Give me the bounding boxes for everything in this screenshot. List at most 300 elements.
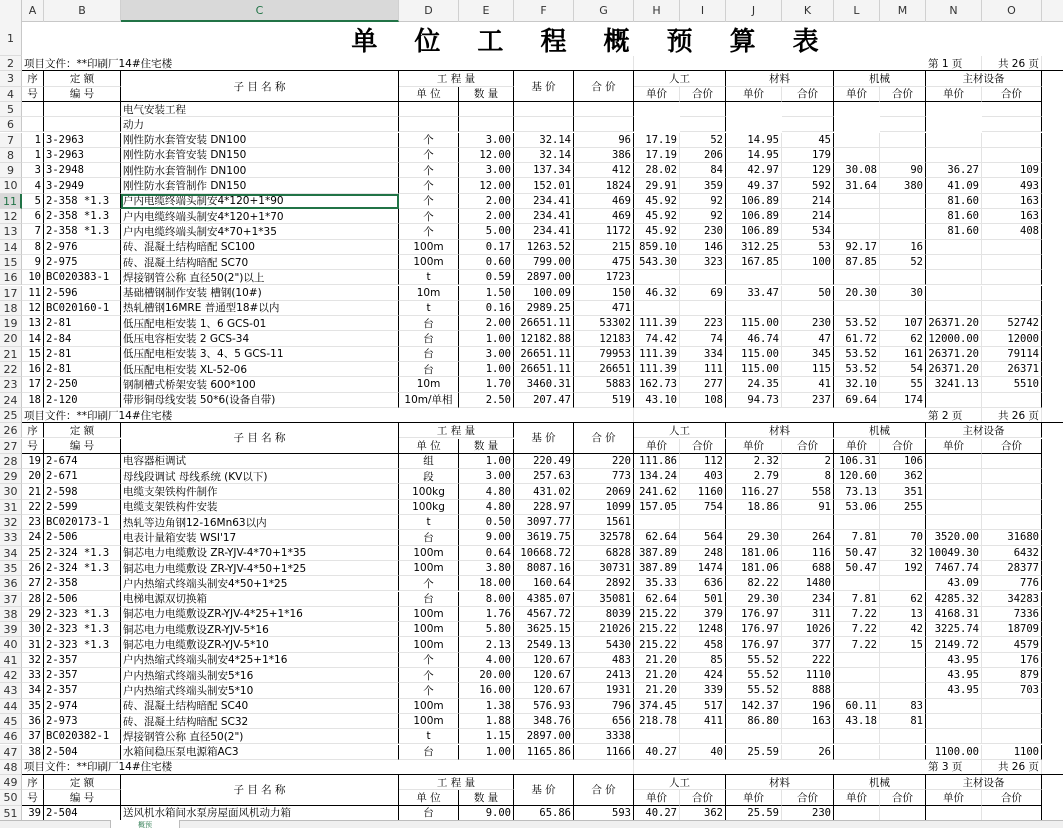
row-number[interactable]: 6 [0,117,22,132]
cell[interactable]: 248 [680,546,726,561]
cell[interactable]: 656 [574,714,634,729]
row-number[interactable]: 46 [0,729,22,744]
cell[interactable] [982,806,1042,821]
cell[interactable]: 38 [22,745,44,760]
cell[interactable]: 单价 [634,790,680,805]
cell[interactable]: 个 [399,133,459,148]
cell[interactable]: 176.97 [726,637,782,652]
cell[interactable]: 2-974 [44,699,121,714]
cell[interactable]: 257.63 [514,469,574,484]
cell[interactable]: 69 [680,286,726,301]
cell[interactable]: 1172 [574,224,634,239]
cell[interactable]: 30 [880,286,926,301]
cell[interactable]: t [399,270,459,285]
cell[interactable]: 3.00 [459,469,514,484]
column-header-n[interactable]: N [926,0,982,22]
cell[interactable]: 1.38 [459,699,514,714]
cell[interactable]: 74.42 [634,331,680,346]
cell[interactable]: 45.92 [634,209,680,224]
cell[interactable]: 数 量 [459,87,514,102]
cell[interactable] [926,240,982,255]
cell[interactable]: 30.08 [834,163,880,178]
cell[interactable]: 82.22 [726,576,782,591]
cell[interactable]: 359 [680,178,726,193]
cell[interactable]: 铜芯电力电缆敷设 ZR-YJV-4*70+1*35 [121,546,399,561]
row-number[interactable]: 35 [0,561,22,576]
cell[interactable]: 单价 [926,790,982,805]
row-number[interactable]: 38 [0,607,22,622]
cell[interactable]: 41.09 [926,178,982,193]
cell[interactable]: 11 [22,286,44,301]
cell[interactable]: 2-599 [44,500,121,515]
cell[interactable]: 2-506 [44,530,121,545]
row-number[interactable]: 8 [0,148,22,163]
cell[interactable] [982,393,1042,408]
cell[interactable]: 2989.25 [514,301,574,316]
cell[interactable] [834,133,880,148]
cell[interactable]: 7.81 [834,530,880,545]
cell[interactable] [926,286,982,301]
cell[interactable]: 6 [22,209,44,224]
row-number[interactable]: 51 [0,806,22,821]
cell[interactable]: 1099 [574,500,634,515]
cell[interactable]: 7.22 [834,607,880,622]
cell[interactable] [834,224,880,239]
cell[interactable]: 79114 [982,347,1042,362]
row-number[interactable]: 29 [0,469,22,484]
cell[interactable]: 100m [399,240,459,255]
cell[interactable]: 单 位 [399,439,459,454]
cell[interactable] [880,270,926,285]
cell[interactable]: 个 [399,576,459,591]
cell[interactable] [680,515,726,530]
cell[interactable] [399,102,459,117]
cell[interactable]: 230 [782,806,834,821]
cell[interactable]: 106.31 [834,454,880,469]
cell[interactable] [726,729,782,744]
cell[interactable]: 49.37 [726,178,782,193]
cell[interactable]: 220.49 [514,454,574,469]
cell[interactable] [982,255,1042,270]
cell[interactable]: 户内电缆终端头制安4*120+1*90 [121,194,399,209]
cell[interactable]: 35.33 [634,576,680,591]
cell[interactable]: 773 [574,469,634,484]
cell[interactable]: 207.47 [514,393,574,408]
cell[interactable]: 2-598 [44,484,121,499]
cell[interactable] [880,729,926,744]
cell[interactable]: 数 量 [459,439,514,454]
cell[interactable]: 39 [22,806,44,821]
cell[interactable]: 电缆支架铁构件制作 [121,484,399,499]
cell[interactable]: 90 [880,163,926,178]
cell[interactable]: 20.00 [459,668,514,683]
cell[interactable]: 单价 [926,439,982,454]
cell[interactable]: 2-357 [44,668,121,683]
column-header-i[interactable]: I [680,0,726,22]
cell[interactable]: 100m [399,607,459,622]
cell[interactable] [834,209,880,224]
cell[interactable]: 4.80 [459,500,514,515]
cell[interactable]: 合价 [880,439,926,454]
cell[interactable]: 174 [880,393,926,408]
cell[interactable]: 46.74 [726,331,782,346]
cell[interactable]: 编 号 [44,439,121,454]
row-number[interactable]: 50 [0,790,22,805]
cell[interactable] [926,484,982,499]
cell[interactable]: 387.89 [634,561,680,576]
cell[interactable]: 7.22 [834,622,880,637]
cell[interactable]: 0.17 [459,240,514,255]
cell[interactable]: 483 [574,653,634,668]
cell[interactable]: 热轧等边角钢12-16Mn63以内 [121,515,399,530]
cell[interactable] [834,301,880,316]
cell[interactable]: 8087.16 [514,561,574,576]
cell[interactable] [926,699,982,714]
cell[interactable]: 5883 [574,377,634,392]
cell[interactable]: 32.14 [514,148,574,163]
cell[interactable]: 10 [22,270,44,285]
cell[interactable]: BC020382-1 [44,729,121,744]
row-number[interactable]: 31 [0,500,22,515]
cell[interactable] [926,806,982,821]
cell[interactable]: 100m [399,714,459,729]
cell[interactable]: 2-324 *1.3 [44,561,121,576]
cell[interactable]: 45.92 [634,194,680,209]
cell[interactable]: 9.00 [459,530,514,545]
cell[interactable]: 106 [880,454,926,469]
cell[interactable]: 0.16 [459,301,514,316]
cell[interactable]: 刚性防水套管安装 DN100 [121,133,399,148]
cell[interactable]: 96 [574,133,634,148]
cell[interactable]: 26651.11 [514,362,574,377]
cell[interactable]: 台 [399,745,459,760]
row-number[interactable]: 43 [0,683,22,698]
cell[interactable]: 106.89 [726,209,782,224]
cell[interactable]: 水箱间稳压泵电源箱AC3 [121,745,399,760]
cell[interactable]: 26651 [574,362,634,377]
cell[interactable]: 241.62 [634,484,680,499]
cell[interactable]: 2149.72 [926,637,982,652]
cell[interactable]: 17 [22,377,44,392]
cell[interactable]: 40.27 [634,806,680,821]
cell[interactable]: 176.97 [726,607,782,622]
cell[interactable]: 单价 [834,439,880,454]
cell[interactable]: 22 [22,500,44,515]
cell[interactable]: 458 [680,637,726,652]
cell[interactable]: 单价 [726,790,782,805]
cell[interactable]: 20 [22,469,44,484]
cell[interactable]: 471 [574,301,634,316]
cell[interactable]: 87.85 [834,255,880,270]
cell[interactable] [926,714,982,729]
cell[interactable]: 1160 [680,484,726,499]
cell[interactable]: 92 [680,194,726,209]
cell[interactable]: 8.00 [459,592,514,607]
cell[interactable]: 3.00 [459,133,514,148]
column-header-d[interactable]: D [399,0,459,22]
cell[interactable]: 砖、混凝土结构暗配 SC32 [121,714,399,729]
cell[interactable]: 52742 [982,316,1042,331]
cell[interactable]: 53 [782,240,834,255]
cell[interactable]: 2-357 [44,653,121,668]
cell[interactable]: 8 [22,240,44,255]
cell[interactable]: 100m [399,546,459,561]
cell[interactable]: 12.00 [459,178,514,193]
cell[interactable]: 1 [22,148,44,163]
cell[interactable]: 21.20 [634,653,680,668]
cell[interactable]: 16 [880,240,926,255]
cell[interactable]: 501 [680,592,726,607]
cell[interactable] [880,194,926,209]
cell[interactable] [680,729,726,744]
cell[interactable]: 26651.11 [514,347,574,362]
cell[interactable]: 218.78 [634,714,680,729]
cell[interactable]: 12 [22,301,44,316]
cell[interactable]: 2-81 [44,316,121,331]
cell[interactable]: 1100.00 [926,745,982,760]
cell[interactable]: 120.67 [514,653,574,668]
row-number[interactable]: 48 [0,760,22,775]
cell[interactable]: 刚性防水套管制作 DN150 [121,178,399,193]
cell[interactable]: 43.18 [834,714,880,729]
cell[interactable]: BC020160-1 [44,301,121,316]
cell[interactable] [982,301,1042,316]
row-number[interactable]: 30 [0,484,22,499]
cell[interactable]: 钢制槽式桥架安装 600*100 [121,377,399,392]
cell[interactable]: 543.30 [634,255,680,270]
cell[interactable]: 493 [982,178,1042,193]
cell[interactable]: 1931 [574,683,634,698]
cell[interactable]: 703 [982,683,1042,698]
cell[interactable]: 859.10 [634,240,680,255]
cell[interactable]: 单价 [634,87,680,102]
cell[interactable]: 74 [680,331,726,346]
cell[interactable]: BC020173-1 [44,515,121,530]
cell[interactable]: 43.95 [926,683,982,698]
cell[interactable]: 焊接钢管公称 直径50(2") [121,729,399,744]
cell[interactable]: 53.52 [834,362,880,377]
cell[interactable]: 62.64 [634,530,680,545]
cell[interactable]: 534 [782,224,834,239]
cell[interactable]: 799.00 [514,255,574,270]
cell[interactable]: 台 [399,331,459,346]
cell[interactable]: 3-2948 [44,163,121,178]
cell[interactable]: 519 [574,393,634,408]
cell[interactable]: 312.25 [726,240,782,255]
cell[interactable]: 116 [782,546,834,561]
cell[interactable]: 52 [680,133,726,148]
cell[interactable] [880,209,926,224]
cell[interactable]: 2-506 [44,592,121,607]
row-number[interactable]: 47 [0,745,22,760]
cell[interactable]: 377 [782,637,834,652]
cell[interactable]: 2.00 [459,209,514,224]
cell[interactable]: 18 [22,393,44,408]
cell[interactable]: 个 [399,178,459,193]
cell[interactable] [834,653,880,668]
cell[interactable]: 47 [782,331,834,346]
cell[interactable] [926,133,982,148]
cell[interactable]: 43.95 [926,668,982,683]
cell[interactable]: 1561 [574,515,634,530]
cell[interactable]: 28377 [982,561,1042,576]
cell[interactable] [22,117,44,132]
cell[interactable]: 14 [22,331,44,346]
cell[interactable]: 1.15 [459,729,514,744]
cell[interactable]: 100kg [399,484,459,499]
cell[interactable]: 7336 [982,607,1042,622]
cell[interactable]: 序 [22,71,44,86]
cell[interactable]: 81.60 [926,194,982,209]
cell[interactable]: 21.20 [634,668,680,683]
cell[interactable]: 1263.52 [514,240,574,255]
cell[interactable]: 21.20 [634,683,680,698]
cell[interactable]: 53302 [574,316,634,331]
cell[interactable]: 0.60 [459,255,514,270]
cell[interactable]: 45 [782,133,834,148]
cell[interactable]: 台 [399,530,459,545]
cell[interactable]: 61.72 [834,331,880,346]
cell[interactable]: 合价 [982,439,1042,454]
cell[interactable]: 编 号 [44,790,121,805]
cell[interactable]: 163 [982,209,1042,224]
cell[interactable]: 刚性防水套管安装 DN150 [121,148,399,163]
cell[interactable]: 380 [880,178,926,193]
cell[interactable] [880,668,926,683]
cell[interactable]: 单 位 [399,790,459,805]
cell[interactable]: 编 号 [44,87,121,102]
cell[interactable]: 120.60 [834,469,880,484]
cell[interactable]: 个 [399,653,459,668]
cell[interactable]: 12182.88 [514,331,574,346]
cell[interactable]: 152.01 [514,178,574,193]
cell[interactable]: 220 [574,454,634,469]
cell[interactable]: 81 [880,714,926,729]
cell[interactable]: 3097.77 [514,515,574,530]
cell[interactable]: 28.02 [634,163,680,178]
cell[interactable] [782,729,834,744]
cell[interactable]: 91 [782,500,834,515]
cell[interactable]: 120.67 [514,668,574,683]
cell[interactable]: 16 [22,362,44,377]
cell[interactable] [982,117,1042,132]
cell[interactable] [574,102,634,117]
cell[interactable] [982,286,1042,301]
cell[interactable]: 材料 [726,423,834,438]
cell[interactable]: 2-323 *1.3 [44,622,121,637]
cell[interactable]: 2-324 *1.3 [44,546,121,561]
cell[interactable]: 主材设备 [926,775,1042,790]
cell[interactable]: 339 [680,683,726,698]
cell[interactable]: 5510 [982,377,1042,392]
cell[interactable]: 564 [680,530,726,545]
cell[interactable]: 合价 [680,87,726,102]
cell[interactable] [834,745,880,760]
cell[interactable]: 台 [399,316,459,331]
cell[interactable]: 6432 [982,546,1042,561]
cell[interactable]: 222 [782,653,834,668]
cell[interactable]: 个 [399,224,459,239]
column-header-o[interactable]: O [982,0,1042,22]
column-header-h[interactable]: H [634,0,680,22]
row-number[interactable]: 41 [0,653,22,668]
cell[interactable]: 4579 [982,637,1042,652]
cell[interactable]: 2-357 [44,683,121,698]
cell[interactable]: 362 [680,806,726,821]
row-number[interactable]: 13 [0,224,22,239]
cell[interactable]: 2-323 *1.3 [44,607,121,622]
cell[interactable]: 351 [880,484,926,499]
cell[interactable]: 215.22 [634,622,680,637]
row-number[interactable]: 21 [0,347,22,362]
cell[interactable]: 共 26 页 [982,760,1042,775]
cell[interactable] [726,301,782,316]
cell[interactable]: 100m [399,622,459,637]
cell[interactable] [782,515,834,530]
cell[interactable]: t [399,515,459,530]
cell[interactable]: 55.52 [726,668,782,683]
cell[interactable]: 108 [680,393,726,408]
cell[interactable] [726,270,782,285]
select-all-corner[interactable] [0,0,22,22]
cell[interactable]: 277 [680,377,726,392]
row-number[interactable]: 14 [0,240,22,255]
column-header-k[interactable]: K [782,0,834,22]
cell[interactable]: 30731 [574,561,634,576]
cell[interactable]: 低压电容柜安装 2 GCS-34 [121,331,399,346]
cell[interactable]: 42 [880,622,926,637]
cell[interactable]: 个 [399,209,459,224]
cell[interactable]: t [399,729,459,744]
cell[interactable]: 134.24 [634,469,680,484]
cell[interactable]: 2-973 [44,714,121,729]
cell[interactable]: 10668.72 [514,546,574,561]
cell[interactable]: 合价 [782,790,834,805]
cell[interactable]: 17.19 [634,133,680,148]
cell[interactable]: 低压配电柜安装 XL-52-06 [121,362,399,377]
cell[interactable]: 单价 [726,439,782,454]
cell[interactable]: 53.52 [834,347,880,362]
cell[interactable]: 2-671 [44,469,121,484]
cell[interactable]: 数 量 [459,790,514,805]
cell[interactable] [926,393,982,408]
cell[interactable]: 1248 [680,622,726,637]
cell[interactable]: 单价 [834,790,880,805]
cell[interactable]: 26651.11 [514,316,574,331]
cell[interactable]: 86.80 [726,714,782,729]
cell[interactable]: 53.52 [834,316,880,331]
cell[interactable]: 50.47 [834,546,880,561]
cell[interactable]: 34 [22,683,44,698]
cell[interactable]: 234.41 [514,209,574,224]
column-header-m[interactable]: M [880,0,926,22]
row-number[interactable]: 36 [0,576,22,591]
cell[interactable] [834,270,880,285]
cell[interactable]: 92.17 [834,240,880,255]
cell[interactable]: 100m [399,255,459,270]
cell[interactable]: 592 [782,178,834,193]
cell[interactable] [459,102,514,117]
cell[interactable]: 100 [782,255,834,270]
cell[interactable]: 机械 [834,775,926,790]
cell[interactable]: 户内电缆终端头制安4*70+1*35 [121,224,399,239]
cell[interactable]: 2-358 *1.3 [44,209,121,224]
cell[interactable] [680,102,726,117]
cell[interactable]: 第 2 页 [926,408,982,423]
cell[interactable]: 材料 [726,775,834,790]
cell[interactable]: 7.22 [834,637,880,652]
cell[interactable]: 电梯电源双切换箱 [121,592,399,607]
